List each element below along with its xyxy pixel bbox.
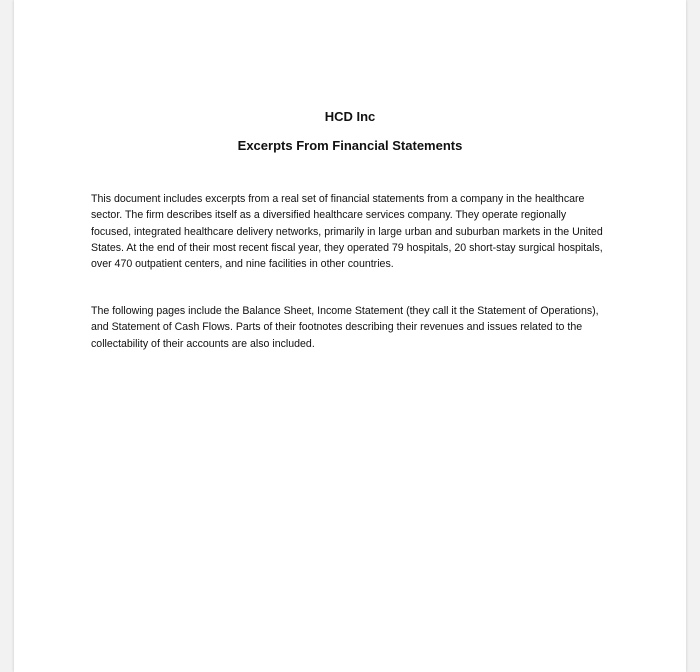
document-subtitle: Excerpts From Financial Statements [237,138,463,153]
intro-paragraph: This document includes excerpts from a real set of financial statements from a company in the healthcare sector. The firm describes itself as a diversified healthcare services company. They operate regionally focused, integrated healthcare delivery networks, primarily in large urban and suburban markets in the United States. At the end of their most recent fiscal year, they operated 79 hospitals, 20 short-stay surgical hospitals, over 470 outpatient centers, and nine facilities in other countries. [91,193,603,271]
contents-paragraph: The following pages include the Balance Sheet, Income Statement (they call it the Statement of Operations), and Statement of Cash Flows. Parts of their footnotes describing their revenues and issues related to the collectability of their accounts are also included. [91,305,599,350]
document-page [14,0,686,672]
document-title: HCD Inc [324,109,376,124]
